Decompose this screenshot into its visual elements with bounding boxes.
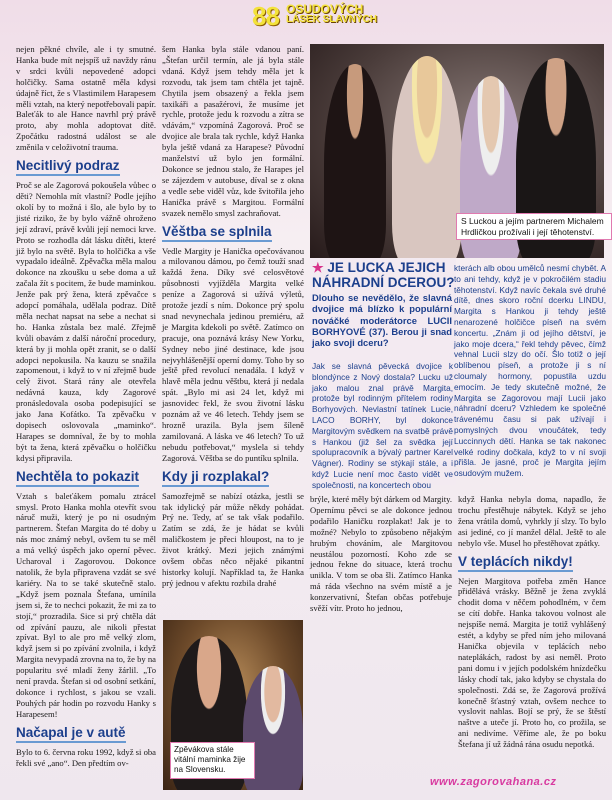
paragraph: brýle, které měly být dárkem od Margity. Opernímu pěvci se ale dokonce jednou podařilo Haničku rozplakat! Jak je to možné? Nebylo to způsobeno nějakým hrubým chováním, ale Margitovou neustálou pozorností. Koho zde se jednou řekne do situace, která trochu unikla. V tom se oba šli. Zatímco Hanka má ráda všechno na svém místě a je konzervativní, Štefan občas potřebuje svěží vítr. Proto ho jednou,	[310, 494, 452, 614]
subheading-necitlivy-podraz: Necitlivý podraz	[16, 158, 120, 176]
sidebar-title-text: JE LUCKA JEJICH NÁHRADNÍ DCEROU?	[312, 260, 455, 290]
paragraph: Samozřejmě se nabízí otázka, jestli se tak idylický pár může někdy pohádat. Prý ne. Tedy, ať se tak však podařilo. Zatím se zdá, že je hádat se kvůli maličkostem je přeci hloupost, na to je život krátký. Mezi jejich známými ovšem občas něco nějaké pikantní historky kolují. Například ta, že Hanka prý jednou v afektu rozbila drahé	[162, 490, 304, 588]
header-number: 88	[252, 1, 279, 31]
sidebar-title	[312, 260, 458, 290]
paragraph: Vztah s baleťákem pomalu ztrácel smysl. Proto Hanka mohla otevřít svou náruč muži, který je po ni osudným partnerem. Štefan Margita do té doby u nás moc známý nebyl, ovšem tu se měl a má velký úspěch jako operní pěvec. Ucharoval i Zagorovou. Dokonce natolik, že byla připravena vzdát se své kariéry. Na to se také skutečně stalo. „Když jsem poznala Štefana, umínila jsem si, že to nechci pokazit, že mi za to stojí,“ prozradila. Sice si prý chtěla dát od zpívání pauzu, ale nikoli přestat zpívat. Byl to ale pro mě velký zlom, když jsem si po zpívání zvolnila, i když Margita nevypadá zrovna na to, že by na popularitu své mladí ženy žárlil. „To není pravda. Štefan si od osobní setkání, dokonce i rychlost, s jakou se vzali. Pouhých pár hodin po rozvodu Hanky s Harapesem!	[16, 490, 156, 719]
subheading-kdy-ji-rozplakal: Kdy ji rozplakal?	[162, 469, 269, 487]
person-silhouette	[324, 64, 386, 258]
sidebar-right-column: kterách alb obou umělců nesmí chybět. A to ani tehdy, když je v pokročilém stadiu těhotenství. Když navíc čekala své druhé dítě, dnes skoro roční dcerku LINDU, Margita s Hankou ji tehdy ještě nenarozené holčičce píseň na svém koncertu. „Znám ji od jejího dětství, je jako moje dcera,“ řekl tehdy pěvec, čímž vehnal Lucii slzy do očí. Šlo totiž o její oblíbenou píseň, a protože ji s ní cloumaly hormony, popustila uzdu emocím. Je tedy skutečně možné, že Margita se Zagorovou mají Lucii jako náhradní dceru? Vzhledem ke společné trávenému času si pak užívají i pomyslných dvou vnoučátek, tedy Luccinnych dětí. Hanka se tak nakonec velké rodiny dočkala, když to v ní svoji přišla. Je jasné, proč je Margita jejím osudovým mužem.	[454, 263, 606, 479]
section-header	[232, 0, 380, 31]
paragraph: Vedle Margity je Hanička opečovávanou a milovanou dámou, po čemž touží snad každá žena. Díky své celosvětové působnosti vyjížděla Margita velké peníze a Zagorová si užívá výletů, protože jezdí s ním. Dokonce prý spolu snad nevynechala jedinou premiéru, až je Margita kdekoli po světě. Zatímco on pracuje, ona poznává krásy New Yorku, Sydney nebo jiné destinace, kde jsou nejvyhlášenější operní domy. Toho by so ještě před revolucí nenadála. I když v hlavě měla jednu věštbu, která jí nedala spát. „Bylo mi asi 24 let, když mi jasnovidec řekl, že svou životní lásku poznám až ve 46 letech. Tehdy jsem se hrozně urazila. Byla jsem šíleně zamilovaná. A láska ve 46 letech? To už nebudu potřebovat,“ myslela si tehdy Zagorová. Věštba se do puntíku splnila.	[162, 245, 304, 463]
subheading-v-teplacich-nikdy: V teplácích nikdy!	[458, 554, 573, 572]
paragraph: šem Hanka byla stále vdanou paní. „Štefan určil termín, ale já byla stále vdaná. Když jsem tehdy měla jet k rozvodu, tak jsem tam chtěla jet tajně. Chytila jsem obsazený a řekla jsem taxikáři a pasažérovi, že musíme jet rychle, protože jedu k rozvodu a zítra se vdávám,“ vzpomíná Zagorová. Proč se dvojice ale brala tak rychle, když Hanka byla ještě vdaná za Harapese? Původní manželství už bylo jen formální. Dokonce se jednou stalo, že Harapes jel se zájezdem v autobuse, díval se z okna a vedle sebe viděl vůz, kde švitořila jeho Hanička právě s Margitou. Formální svazek nemělo smysl zachraňovat.	[162, 44, 304, 218]
header-line1: OSUDOVÝCH	[286, 2, 364, 16]
column-2	[162, 44, 304, 589]
subheading-nacapal-je-v-aute: Načapal je v autě	[16, 725, 126, 743]
paragraph: Nejen Margitova potřeba změn Hance přidělává vrásky. Běžně je žena zvyklá chodit doma v něčem pohodlném, v čem se cítí dobře. Hanka takovou volnost ale nejspíše nemá. Margita je totiž vyhlášený estét, a kdyby se před ním jeho milovaná Hanička objevila v teplácích nebo nateplákách, radost by asi neměl. Proto pani domu i v jejích podolském hnízdečku lásky chodí tak, jako kdyby se chystala do společnosti. Zdá se, že Zagorová prožívá konečně šťastný vztah, ovšem nechce to vyslovit nahlas. Bojí se prý, že se štěstí naštve a uteče jí. Proto ho, co prožila, se ani nedivíme. Věříme ale, že po boku Štefana jí už žádná rána osudu nepotká.	[458, 575, 606, 750]
subheading-vestba-se-splnila: Věštba se splnila	[162, 224, 272, 242]
paragraph: když Hanka nebyla doma, napadlo, že trochu přestěhuje nábytek. Když se jeho žena vrátila domů, vyhrkly jí slzy. To bylo asi jediné, co jí manžel dělal. Ještě to ale nebylo vše. Musel ho přestěhovat zpátky.	[458, 494, 606, 548]
sidebar-intro: Dlouho se nevědělo, že slavná dvojice má blízko k populární nováčké moderátorce LUCII BORHYOVÉ (37). Berou ji snad jako svoji dceru?	[312, 292, 452, 349]
intro-paragraph: nejen pěkné chvíle, ale i ty smutné. Hanka bude mít nejspíš už navždy ránu v srdci kvůli nepovedené adopci holčičky. Sama ostatně měla kdysi údajně říct, že s Vlastimilem Harapesem měli vztah, na který nepotřebovali papír. Baleťák to ale Hance navrhl prý právě proto, aby mohla adoptovat dítě. Zpočátku radostná událost se ale změnila v celoživotní trauma.	[16, 44, 156, 153]
column-3	[310, 494, 452, 614]
footer-watermark	[430, 776, 556, 788]
photo-caption-top: S Luckou a jejím partnerem Michalem Hrdličkou prožívali i její těhotenství.	[456, 213, 612, 240]
paragraph: Proč se ale Zagorová pokoušela vůbec o děti? Nemohla mít vlastní? Podle jejího okolí by to možná i šlo, ale bylo by to jisté riziko, že by bylo vážně ohroženo její zdraví, právě kvůli její nemoci krve. Proto se rozhodla dát lásku dítěti, které již bylo na světě. Byla to holčička a vše vypadalo ideálně. Zpěvačka měla malou dokonce na zkoušku u sebe doma a už začala žít s pocitem, že bude maminkou. Jenže pak prý žena, která zpěvačce s adopcí pomáhala, udělala podraz. Dítě měla nechat napsat na sebe a nechat si ho. Hanka zůstala bez malé. Zřejmě kvůli obavám z další nároční procedury, která by ji mohla opět zranit, se o další adopci nepokusila. Na kauzu se snažila zapomenout, i když to v ní zřejmě bude celý život. Stará rány ale otevřela nedávná kauza, kdy Zagorové pronásledovala osoba podepisující se jako Jana Kofátko. Ta zpěvačku v dopisech oslovovala „maminko“. Harapes se domníval, že by to mohla být ta žena, která zpěvačku o holčičku kdysi připravila.	[16, 180, 156, 463]
column-4	[458, 494, 606, 750]
paragraph: Bylo to 6. června roku 1992, když si oba řekli své „ano“. Den předtím ov-	[16, 746, 156, 768]
site-url: www.zagorovahana.cz	[430, 776, 557, 788]
header-line2: LÁSEK SLAVNÝCH	[286, 14, 377, 25]
person-silhouette	[392, 56, 462, 258]
column-1	[16, 44, 156, 768]
sidebar-body: Jak se slavná pěvecká dvojice k blondýnce z Nový dostala? Lucku už jako malou znal právě Margita, protože byl rodinným přítelem rodiny Borhyových. Nevlastní tatínek Lucie, LACO BORHY, byl dokonce Margitovým svědkem na svatbě právě s Hankou (již šel za svědka její spolupracovník a bývalý partner Karel Vágner). Rodiny se stýkají stále, a i když Lucie není moc často vidět ve společnosti, na koncertech obou	[312, 361, 453, 490]
subheading-nechtela-to-pokazit: Nechtěla to pokazit	[16, 469, 139, 487]
star-icon: ★	[312, 260, 324, 275]
photo-caption-bottom: Zpěvákova stále vitální maminka žije na Slovensku.	[170, 742, 255, 779]
